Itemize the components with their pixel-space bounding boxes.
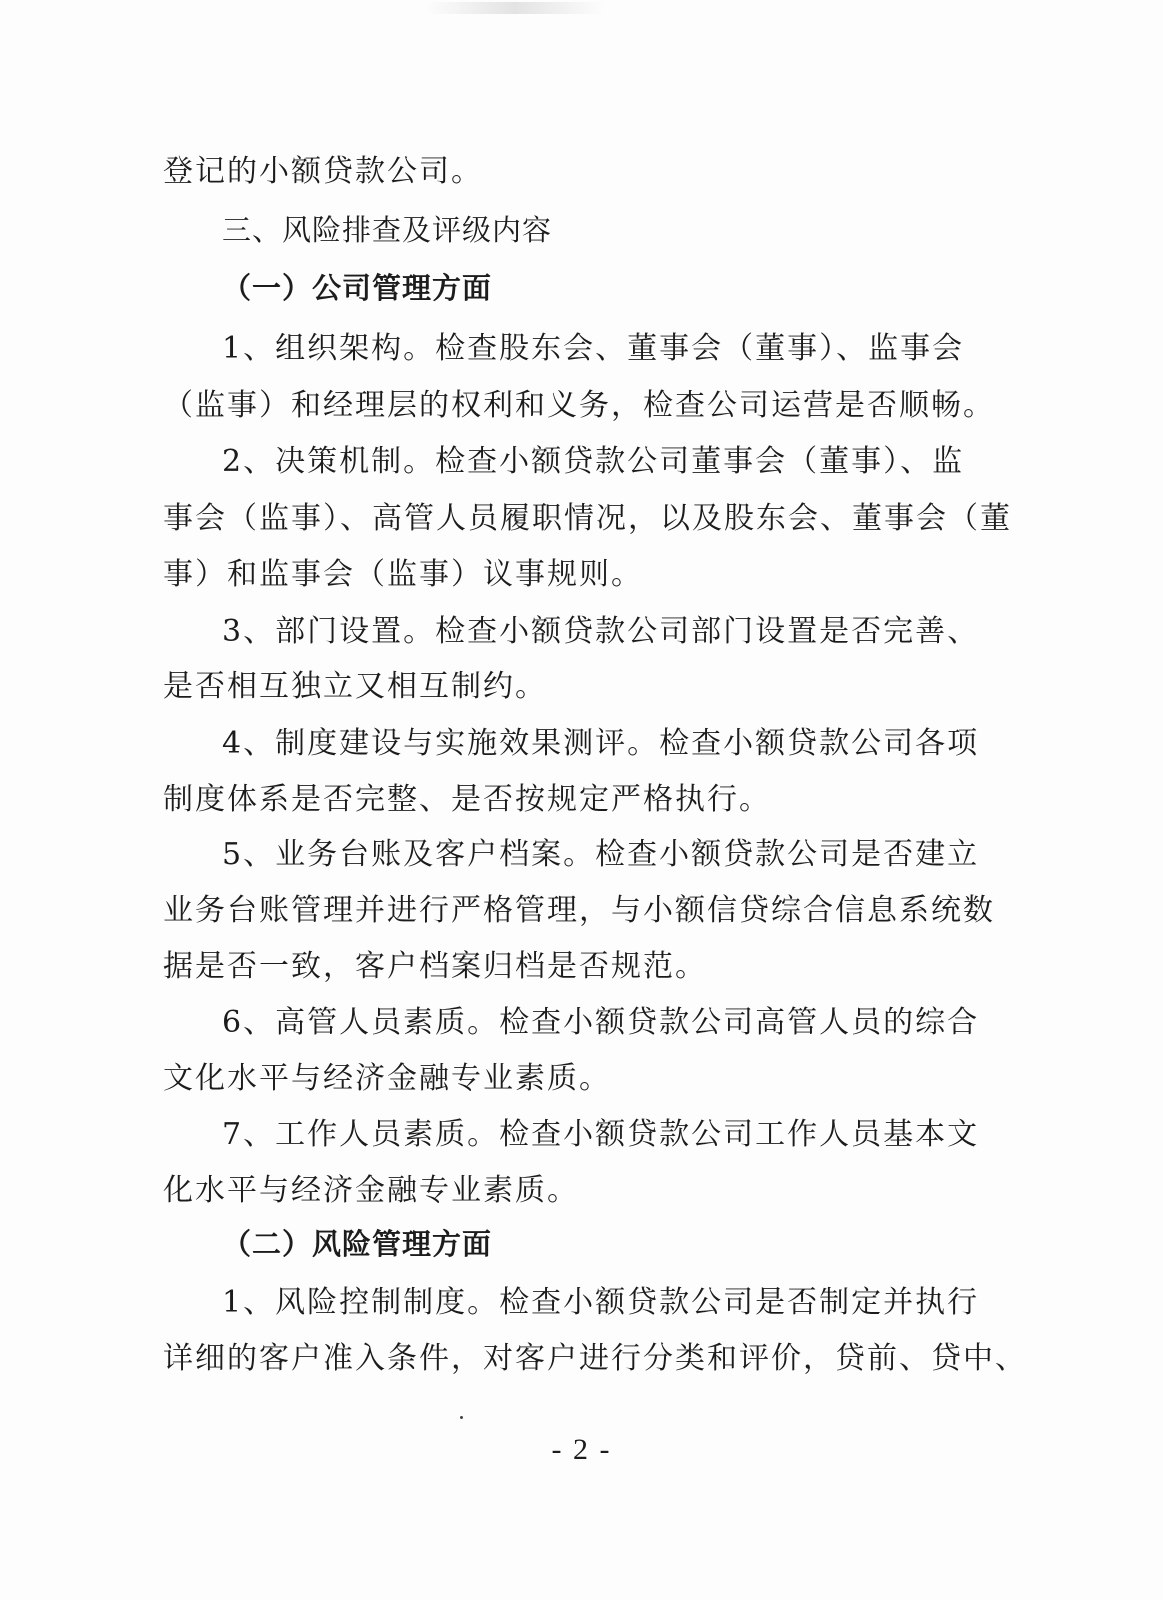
paragraph-line: 2、决策机制。检查小额贷款公司董事会（董事）、监 bbox=[222, 444, 965, 479]
paragraph-line: 1、风险控制制度。检查小额贷款公司是否制定并执行 bbox=[222, 1285, 980, 1320]
paragraph-line: 事）和监事会（监事）议事规则。 bbox=[163, 557, 643, 592]
paragraph-line: 4、制度建设与实施效果测评。检查小额贷款公司各项 bbox=[222, 726, 980, 761]
paragraph-line: 文化水平与经济金融专业素质。 bbox=[163, 1061, 611, 1096]
text-line-continuation: 登记的小额贷款公司。 bbox=[163, 154, 483, 189]
subsection-heading-risk-management: （二）风险管理方面 bbox=[222, 1227, 493, 1261]
paragraph-line: 是否相互独立又相互制约。 bbox=[163, 669, 547, 704]
paragraph-line: 业务台账管理并进行严格管理，与小额信贷综合信息系统数 bbox=[163, 893, 995, 928]
scan-speck bbox=[460, 1416, 463, 1419]
section-heading-3: 三、风险排查及评级内容 bbox=[222, 213, 553, 247]
scan-mark bbox=[425, 2, 605, 14]
paragraph-line: 详细的客户准入条件，对客户进行分类和评价，贷前、贷中、 bbox=[163, 1341, 1027, 1376]
paragraph-line: 5、业务台账及客户档案。检查小额贷款公司是否建立 bbox=[222, 837, 980, 872]
paragraph-line: 化水平与经济金融专业素质。 bbox=[163, 1173, 579, 1208]
paragraph-line: 据是否一致，客户档案归档是否规范。 bbox=[163, 949, 707, 984]
paragraph-line: 1、组织架构。检查股东会、董事会（董事）、监事会 bbox=[222, 331, 965, 366]
paragraph-line: 6、高管人员素质。检查小额贷款公司高管人员的综合 bbox=[222, 1005, 980, 1040]
subsection-heading-company-management: （一）公司管理方面 bbox=[222, 271, 493, 305]
page-number: - 2 - bbox=[551, 1433, 612, 1466]
paragraph-line: 事会（监事）、高管人员履职情况，以及股东会、董事会（董 bbox=[163, 501, 1012, 536]
paragraph-line: 3、部门设置。检查小额贷款公司部门设置是否完善、 bbox=[222, 614, 980, 649]
paragraph-line: 7、工作人员素质。检查小额贷款公司工作人员基本文 bbox=[222, 1117, 980, 1152]
paragraph-line: （监事）和经理层的权利和义务，检查公司运营是否顺畅。 bbox=[163, 388, 995, 423]
paragraph-line: 制度体系是否完整、是否按规定严格执行。 bbox=[163, 782, 771, 817]
